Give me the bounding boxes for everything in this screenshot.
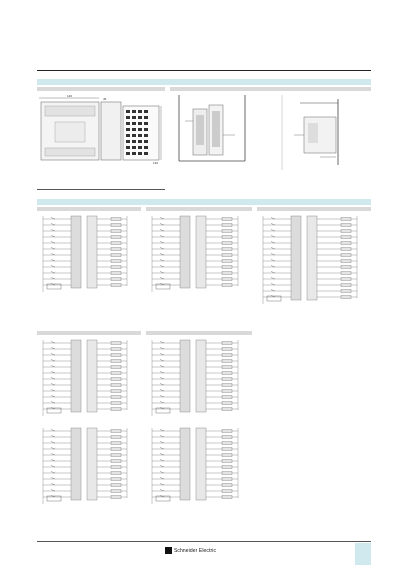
switch-contact [51, 472, 55, 474]
switch-contact [160, 496, 164, 498]
page-tab [355, 543, 371, 565]
switch-contact [160, 390, 164, 392]
brand-logo-text: Schneider Electric [174, 547, 217, 554]
switch-contact [160, 342, 164, 344]
switch-contact [271, 296, 275, 298]
switch-contact [271, 230, 275, 232]
switch-contact [51, 390, 55, 392]
switch-contact [271, 254, 275, 256]
switch-contact [51, 372, 55, 374]
subheader-wiring-3 [257, 207, 371, 211]
switch-contact [51, 396, 55, 398]
switch-contact [160, 218, 164, 220]
switch-contact [160, 384, 164, 386]
wiring-diagram-5 [146, 336, 252, 422]
switch-contact [160, 242, 164, 244]
mid-rule [37, 189, 165, 190]
switch-contact [51, 218, 55, 220]
switch-contact [51, 466, 55, 468]
switch-contact [160, 372, 164, 374]
switch-contact [51, 260, 55, 262]
wiring-diagram-3 [257, 212, 371, 312]
switch-contact [271, 218, 275, 220]
switch-contact [51, 430, 55, 432]
switch-contact [51, 442, 55, 444]
mounting-drawing-right [280, 95, 368, 170]
switch-contact [51, 484, 55, 486]
terminal-block-right [307, 216, 317, 300]
switch-contact [51, 284, 55, 286]
wiring-diagram-7 [146, 424, 252, 510]
switch-contact [160, 430, 164, 432]
switch-contact [160, 472, 164, 474]
switch-contact [51, 248, 55, 250]
switch-contact [51, 454, 55, 456]
switch-contact [160, 266, 164, 268]
switch-contact [160, 466, 164, 468]
switch-contact [51, 478, 55, 480]
switch-contact [160, 454, 164, 456]
switch-contact [271, 278, 275, 280]
switch-contact [51, 460, 55, 462]
switch-contact [51, 278, 55, 280]
terminal-block-left [180, 340, 190, 412]
switch-contact [160, 484, 164, 486]
switch-contact [51, 436, 55, 438]
switch-contact [51, 378, 55, 380]
switch-contact [160, 490, 164, 492]
switch-contact [160, 236, 164, 238]
terminal-block-left [71, 340, 81, 412]
switch-contact [51, 272, 55, 274]
switch-contact [160, 272, 164, 274]
switch-contact [160, 348, 164, 350]
subheader-dimensions-left [37, 87, 165, 91]
subheader-wiring-4 [37, 331, 141, 335]
switch-contact [160, 360, 164, 362]
switch-contact [160, 224, 164, 226]
terminal-block-left [71, 216, 81, 288]
terminal-block-right [87, 428, 97, 500]
mounting-drawing-left [175, 95, 260, 165]
wiring-diagram-6 [37, 424, 141, 510]
switch-contact [271, 248, 275, 250]
terminal-block-right [196, 340, 206, 412]
brand-logo-icon [165, 547, 172, 554]
terminal-block-right [87, 216, 97, 288]
switch-contact [160, 478, 164, 480]
switch-contact [160, 460, 164, 462]
height-dimension-label: 130 [153, 161, 159, 164]
terminal-block-right [196, 216, 206, 288]
switch-contact [51, 366, 55, 368]
wiring-diagram-1 [37, 212, 141, 298]
switch-contact [160, 260, 164, 262]
terminal-block-right [196, 428, 206, 500]
switch-contact [271, 242, 275, 244]
switch-contact [51, 348, 55, 350]
switch-contact [51, 224, 55, 226]
switch-contact [51, 360, 55, 362]
terminal-block-right [87, 340, 97, 412]
switch-contact [160, 448, 164, 450]
subheader-wiring-1 [37, 207, 141, 211]
switch-contact [160, 442, 164, 444]
switch-contact [160, 408, 164, 410]
switch-contact [271, 284, 275, 286]
terminal-block-left [71, 428, 81, 500]
switch-contact [51, 408, 55, 410]
wiring-diagram-4 [37, 336, 141, 422]
width-dimension-label: 140 [67, 94, 73, 98]
terminal-block-left [180, 216, 190, 288]
switch-contact [160, 378, 164, 380]
brand-logo [165, 547, 216, 554]
switch-contact [160, 436, 164, 438]
switch-contact [51, 490, 55, 492]
subheader-dimensions-right [170, 87, 371, 91]
switch-contact [51, 496, 55, 498]
wiring-diagram-2 [146, 212, 252, 298]
subheader-wiring-5 [146, 331, 252, 335]
switch-contact [271, 260, 275, 262]
terminal-block-left [180, 428, 190, 500]
switch-contact [271, 290, 275, 292]
switch-contact [51, 230, 55, 232]
subheader-wiring-2 [146, 207, 252, 211]
switch-contact [51, 266, 55, 268]
switch-contact [271, 266, 275, 268]
switch-contact [271, 272, 275, 274]
switch-contact [160, 278, 164, 280]
switch-contact [160, 248, 164, 250]
switch-contact [51, 448, 55, 450]
module-dimension-label: 45 [103, 97, 107, 101]
section-band-wiring [37, 199, 371, 205]
switch-contact [51, 402, 55, 404]
switch-contact [51, 254, 55, 256]
switch-contact [51, 242, 55, 244]
switch-contact [160, 396, 164, 398]
switch-contact [160, 366, 164, 368]
switch-contact [271, 224, 275, 226]
switch-contact [160, 254, 164, 256]
switch-contact [160, 230, 164, 232]
footer-rule [37, 541, 371, 542]
switch-contact [160, 402, 164, 404]
header-rule-top [37, 70, 371, 71]
switch-contact [160, 284, 164, 286]
switch-contact [51, 342, 55, 344]
switch-contact [160, 354, 164, 356]
dimension-drawing [37, 92, 165, 164]
switch-contact [51, 236, 55, 238]
switch-contact [51, 354, 55, 356]
switch-contact [271, 236, 275, 238]
switch-contact [51, 384, 55, 386]
terminal-block-left [291, 216, 301, 300]
section-band-dimensions [37, 79, 371, 85]
